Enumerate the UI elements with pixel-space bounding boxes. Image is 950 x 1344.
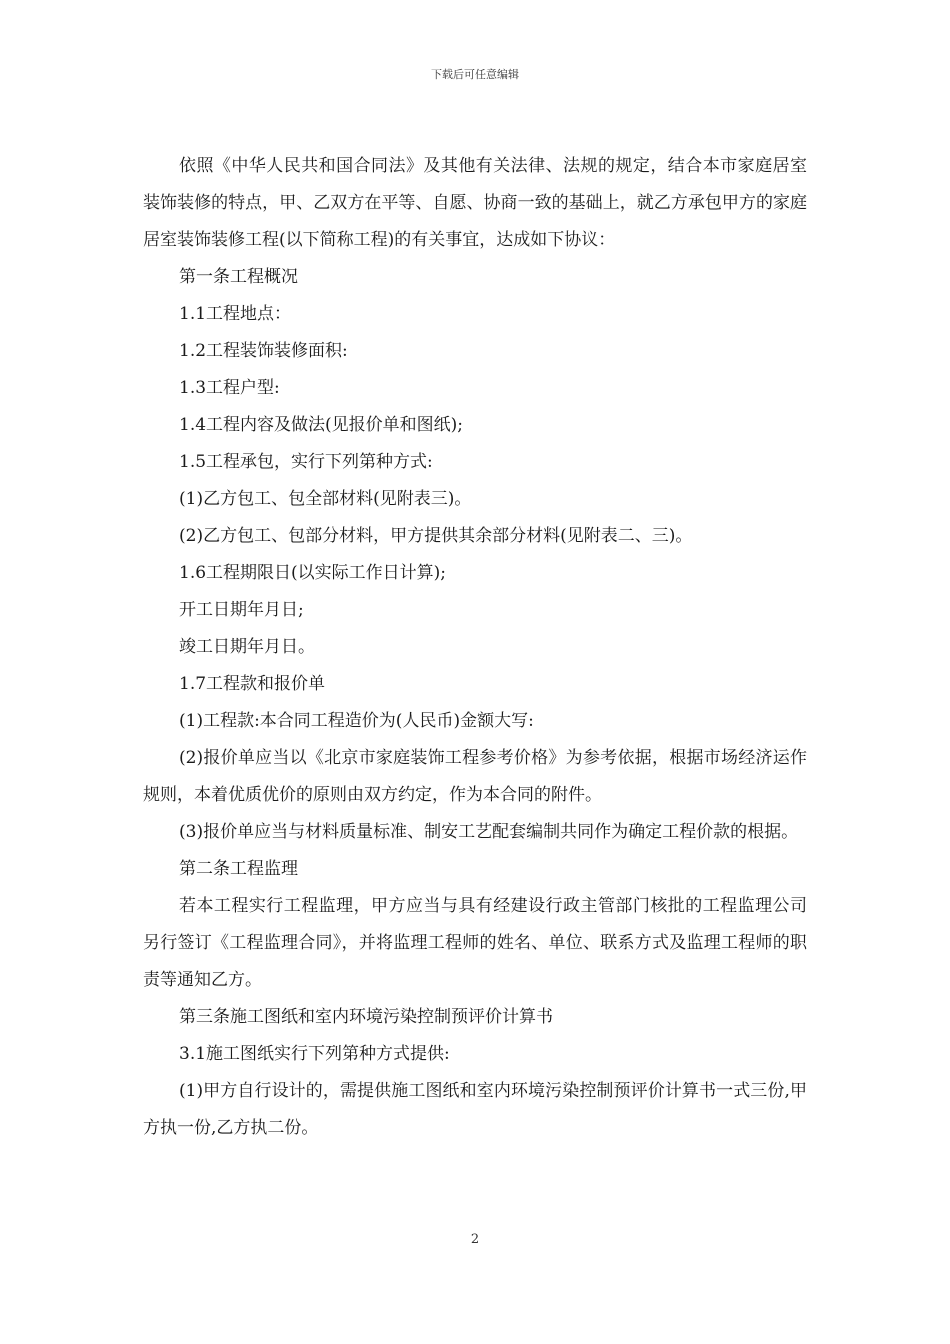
- paragraph-1-2: 1.2工程装饰装修面积:: [179, 341, 348, 361]
- paragraph-1-7-item-3: (3)报价单应当与材料质量标准、制安工艺配套编制共同作为确定工程价款的根据。: [179, 822, 799, 842]
- paragraph-1-5-option-2: (2)乙方包工、包部分材料，甲方提供其余部分材料(见附表二、三)。: [179, 526, 693, 546]
- paragraph-1-5: 1.5工程承包，实行下列第种方式:: [179, 452, 433, 472]
- paragraph-article-2-heading: 第二条工程监理: [179, 859, 298, 879]
- paragraph-end-date: 竣工日期年月日。: [179, 637, 315, 657]
- paragraph-preamble: 依照《中华人民共和国合同法》及其他有关法律、法规的规定，结合本市家庭居室装饰装修的特点，甲、乙双方在平等、自愿、协商一致的基础上，就乙方承包甲方的家庭居室装饰装修工程(以下简称工程)的有关事宜，达成如下协议：: [143, 156, 807, 250]
- page-number: 2: [470, 1232, 480, 1247]
- paragraph-article-2-body: 若本工程实行工程监理，甲方应当与具有经建设行政主管部门核批的工程监理公司另行签订《工程监理合同》，并将监理工程师的姓名、单位、联系方式及监理工程师的职责等通知乙方。: [143, 896, 807, 990]
- paragraph-3-1-option-1: (1)甲方自行设计的，需提供施工图纸和室内环境污染控制预评价计算书一式三份,甲方执一份,乙方执二份。: [143, 1081, 807, 1138]
- paragraph-start-date: 开工日期年月日;: [179, 600, 304, 620]
- paragraph-1-7: 1.7工程款和报价单: [179, 674, 326, 694]
- paragraph-1-4: 1.4工程内容及做法(见报价单和图纸);: [179, 415, 464, 435]
- paragraph-article-1-heading: 第一条工程概况: [179, 267, 298, 287]
- paragraph-1-6: 1.6工程期限日(以实际工作日计算);: [179, 563, 447, 583]
- paragraph-1-1: 1.1工程地点：: [179, 304, 292, 324]
- paragraph-1-5-option-1: (1)乙方包工、包全部材料(见附表三)。: [179, 489, 472, 509]
- paragraph-1-7-item-1: (1)工程款:本合同工程造价为(人民币)金额大写:: [179, 711, 534, 731]
- document-body: [143, 148, 807, 1147]
- paragraph-3-1: 3.1施工图纸实行下列第种方式提供:: [179, 1044, 450, 1064]
- paragraph-1-3: 1.3工程户型:: [179, 378, 280, 398]
- paragraph-1-7-item-2: (2)报价单应当以《北京市家庭装饰工程参考价格》为参考依据，根据市场经济运作规则，本着优质优价的原则由双方约定，作为本合同的附件。: [143, 748, 807, 805]
- paragraph-article-3-heading: 第三条施工图纸和室内环境污染控制预评价计算书: [179, 1007, 553, 1027]
- page-header-note: 下载后可任意编辑: [431, 68, 519, 81]
